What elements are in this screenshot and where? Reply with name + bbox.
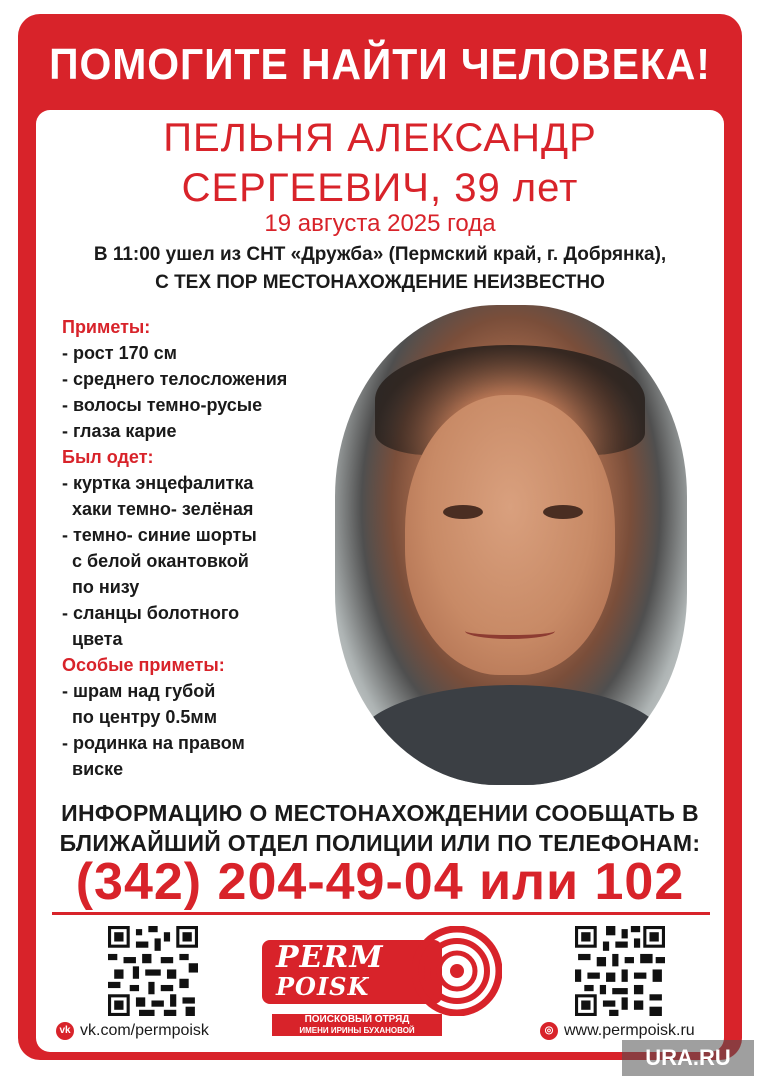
- clothes-item: - сланцы болотного: [62, 603, 240, 623]
- photo-eye-left: [443, 505, 483, 519]
- sign-item: - волосы темно-русые: [62, 395, 263, 415]
- logo-subtitle2: ИМЕНИ ИРИНЫ БУХАНОВОЙ: [272, 1026, 442, 1036]
- photo-shirt: [355, 685, 667, 785]
- special-item: - родинка на правом: [62, 733, 245, 753]
- logo-subtitle1: ПОИСКОВЫЙ ОТРЯД: [272, 1014, 442, 1026]
- vk-link-text[interactable]: vk.com/permpoisk: [80, 1022, 209, 1039]
- qr-code-right-graphic: [575, 926, 665, 1016]
- headline: ПОМОГИТЕ НАЙТИ ЧЕЛОВЕКА!: [49, 40, 711, 89]
- logo-poisk-text: POISK: [276, 972, 370, 1001]
- photo-eye-right: [543, 505, 583, 519]
- logo-perm-text: PERM: [276, 940, 384, 975]
- clothes-item: - темно- синие шорты: [62, 525, 257, 545]
- watermark: URA.RU: [622, 1040, 754, 1076]
- details-list: [62, 314, 342, 782]
- sign-item: - глаза карие: [62, 421, 177, 441]
- clothes-item: хаки темно- зелёная: [62, 499, 254, 519]
- permpoisk-logo: [262, 926, 502, 1035]
- clothes-item: - куртка энцефалитка: [62, 473, 254, 493]
- description-line1: В 11:00 ушел из СНТ «Дружба» (Пермский край, г. Добрянка),: [93, 244, 667, 265]
- vk-icon: vk: [56, 1022, 74, 1040]
- special-item: - шрам над губой: [62, 681, 216, 701]
- qr-code-icon[interactable]: [575, 926, 665, 1016]
- phone-numbers[interactable]: (342) 204-49-04 или 102: [75, 853, 685, 911]
- person-name-line1: ПЕЛЬНЯ АЛЕКСАНДР: [163, 116, 597, 160]
- special-item: по центру 0.5мм: [62, 707, 218, 727]
- clothes-title: Был одет:: [62, 447, 154, 467]
- sign-item: - среднего телосложения: [62, 369, 288, 389]
- photo-mouth: [465, 623, 555, 639]
- divider: [52, 912, 710, 915]
- disappearance-date: 19 августа 2025 года: [264, 210, 496, 237]
- qr-code-left-graphic: [108, 926, 198, 1016]
- sign-item: - рост 170 см: [62, 343, 177, 363]
- contact-line1: ИНФОРМАЦИЮ О МЕСТОНАХОЖДЕНИИ СООБЩАТЬ В: [61, 800, 699, 826]
- clothes-item: с белой окантовкой: [62, 551, 249, 571]
- vk-link[interactable]: [56, 1022, 209, 1040]
- contact-line2: БЛИЖАЙШИЙ ОТДЕЛ ПОЛИЦИИ ИЛИ ПО ТЕЛЕФОНАМ:: [59, 830, 701, 856]
- person-photo: [335, 305, 687, 785]
- clothes-item: цвета: [62, 629, 123, 649]
- clothes-item: по низу: [62, 577, 140, 597]
- special-signs-title: Особые приметы:: [62, 655, 225, 675]
- target-rings-icon: [412, 926, 502, 1016]
- globe-icon: ◎: [540, 1022, 558, 1040]
- website-link-text[interactable]: www.permpoisk.ru: [564, 1022, 695, 1039]
- website-link[interactable]: [540, 1022, 695, 1040]
- person-name-line2: СЕРГЕЕВИЧ, 39 лет: [181, 166, 579, 210]
- qr-code-icon[interactable]: [108, 926, 198, 1016]
- signs-title: Приметы:: [62, 317, 151, 337]
- description-line2: С ТЕХ ПОР МЕСТОНАХОЖДЕНИЕ НЕИЗВЕСТНО: [155, 272, 605, 293]
- special-item: виске: [62, 759, 124, 779]
